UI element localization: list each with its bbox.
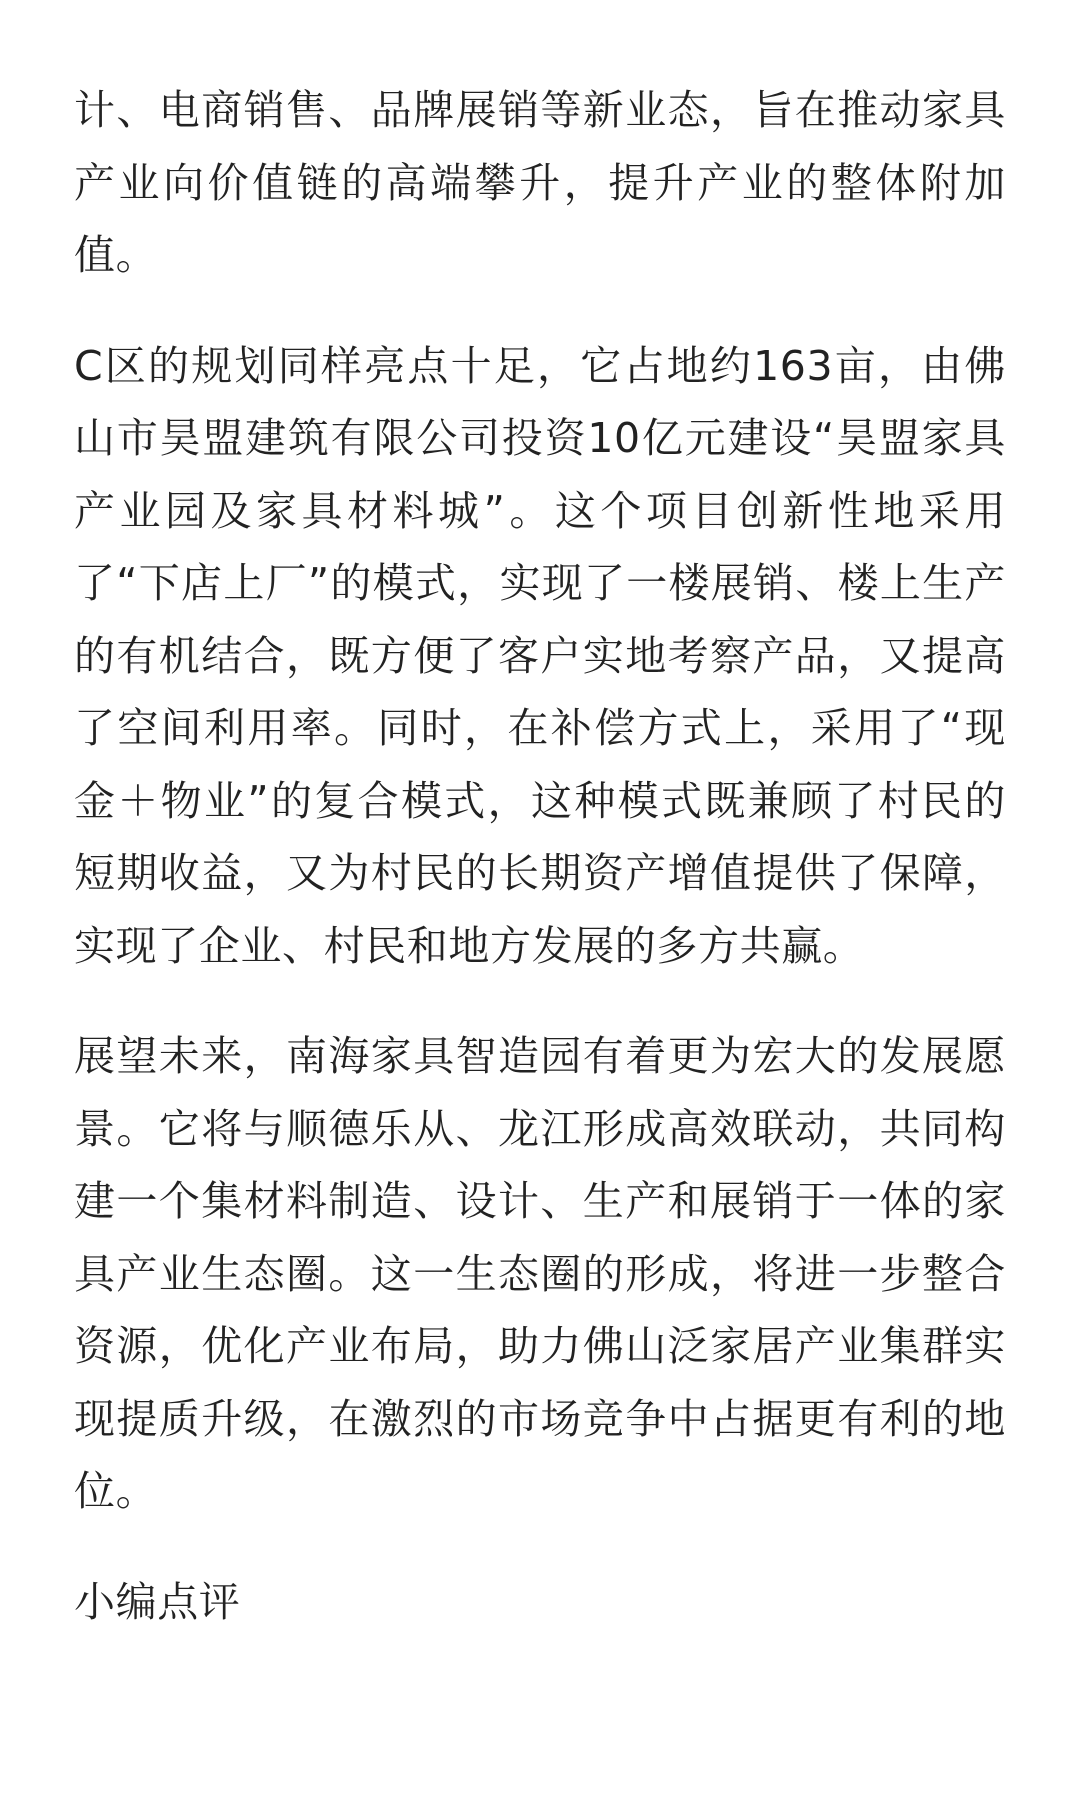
- article-paragraph-3: 展望未来，南海家具智造园有着更为宏大的发展愿景。它将与顺德乐从、龙江形成高效联动，共同构建一个集材料制造、设计、生产和展销于一体的家具产业生态圈。这一生态圈的形成，将进一步整合资源，优化产业布局，助力佛山泛家居产业集群实现提质升级，在激烈的市场竞争中占据更有利的地位。: [74, 1032, 1006, 1515]
- section-heading: 小编点评: [74, 1577, 241, 1626]
- article-paragraph-1: 计、电商销售、品牌展销等新业态，旨在推动家具产业向价值链的高端攀升，提升产业的整体附加值。: [74, 86, 1006, 279]
- article-paragraph-2: C区的规划同样亮点十足，它占地约163亩，由佛山市昊盟建筑有限公司投资10亿元建设“昊盟家具产业园及家具材料城”。这个项目创新性地采用了“下店上厂”的模式，实现了一楼展销、楼上生产的有机结合，既方便了客户实地考察产品，又提高了空间利用率。同时，在补偿方式上，采用了“现金＋物业”的复合模式，这种模式既兼顾了村民的短期收益，又为村民的长期资产增值提供了保障，实现了企业、村民和地方发展的多方共赢。: [74, 341, 1006, 970]
